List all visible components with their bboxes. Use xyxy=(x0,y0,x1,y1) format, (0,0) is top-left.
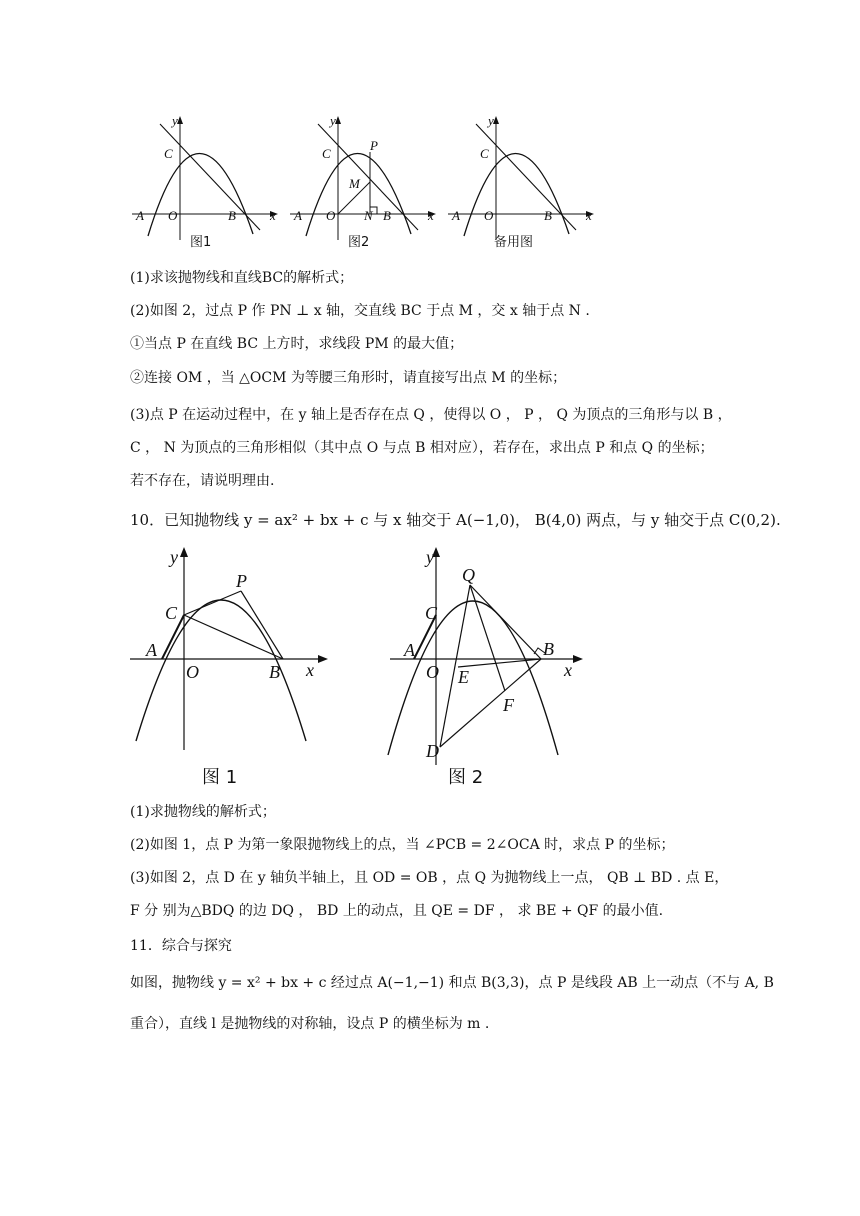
q9-part-3a: (3)点 P 在运动过程中，在 y 轴上是否存在点 Q ，使得以 O ， P ， Q 为顶点的三角形与以 B ， xyxy=(130,407,732,423)
q10-part-3b: F 分 别为△BDQ 的边 DQ ， BD 上的动点，且 QE = DF ， 求 BE + QF 的最小值. xyxy=(130,903,664,919)
label-x: x xyxy=(270,208,276,223)
q9-part-2: (2)如图 2，过点 P 作 PN ⊥ x 轴，交直线 BC 于点 M ，交 x 轴于点 N . xyxy=(130,303,590,319)
label-a: A xyxy=(136,208,144,223)
figure-caption: 图2 xyxy=(348,235,370,250)
label-a: A xyxy=(404,640,415,660)
q10-stem: 10．已知抛物线 y = ax² + bx + c 与 x 轴交于 A(−1,0)， B(4,0) 两点，与 y 轴交于点 C(0,2). xyxy=(130,511,781,529)
label-b: B xyxy=(269,662,280,682)
q9-part-2b: ②连接 OM ，当 △OCM 为等腰三角形时，请直接写出点 M 的坐标； xyxy=(130,370,567,386)
q9-part-3b: C ， N 为顶点的三角形相似（其中点 O 与点 B 相对应），若存在，求出点 P 和点 Q 的坐标； xyxy=(130,440,714,456)
figure-2 xyxy=(286,112,436,252)
label-x: x xyxy=(306,660,314,680)
label-p: P xyxy=(370,138,378,153)
q10-figure-2-graph xyxy=(388,545,593,790)
label-c: C xyxy=(165,603,178,623)
label-c: C xyxy=(480,146,489,161)
figure-spare-graph xyxy=(444,112,594,252)
figure-1-graph xyxy=(128,112,278,252)
label-y: y xyxy=(170,547,178,567)
figure-caption: 备用图 xyxy=(494,235,534,250)
label-o: O xyxy=(186,662,199,682)
q9-part-3c: 若不存在，请说明理由. xyxy=(130,473,275,489)
q11-title: 11．综合与探究 xyxy=(130,938,232,954)
label-a: A xyxy=(452,208,460,223)
q10-part-3a: (3)如图 2，点 D 在 y 轴负半轴上，且 OD = OB ，点 Q 为抛物线上一点， QB ⊥ BD . 点 E， xyxy=(130,870,729,886)
q10-part-1: (1)求抛物线的解析式； xyxy=(130,804,276,820)
label-f: F xyxy=(503,695,514,715)
label-c: C xyxy=(425,603,438,623)
q11-paragraph-2: 重合），直线 l 是抛物线的对称轴，设点 P 的横坐标为 m . xyxy=(130,1016,490,1032)
label-x: x xyxy=(428,208,434,223)
label-c: C xyxy=(164,146,173,161)
figure-2-graph xyxy=(286,112,436,252)
label-y: y xyxy=(426,547,434,567)
label-d: D xyxy=(426,741,439,761)
label-y: y xyxy=(330,113,336,128)
label-o: O xyxy=(484,208,494,223)
q11-paragraph-1: 如图，抛物线 y = x² + bx + c 经过点 A(−1,−1) 和点 B(3,3)，点 P 是线段 AB 上一动点（不与 A, B xyxy=(130,975,774,991)
figure-caption: 图 1 xyxy=(202,767,238,788)
figure-caption: 图 2 xyxy=(448,767,484,788)
label-c: C xyxy=(322,146,331,161)
label-a: A xyxy=(294,208,302,223)
label-n: N xyxy=(364,208,373,223)
q10-figure-1-graph xyxy=(128,545,328,790)
q9-part-1: (1)求该抛物线和直线BC的解析式； xyxy=(130,270,354,286)
label-b: B xyxy=(228,208,236,223)
label-y: y xyxy=(488,113,494,128)
q9-part-2a: ①当点 P 在直线 BC 上方时，求线段 PM 的最大值； xyxy=(130,336,464,352)
label-a: A xyxy=(146,640,157,660)
figure-spare xyxy=(444,112,594,252)
label-e: E xyxy=(458,667,469,687)
q10-figure-2 xyxy=(388,545,593,790)
q10-part-2: (2)如图 1，点 P 为第一象限抛物线上的点，当 ∠PCB = 2∠OCA 时，求点 P 的坐标； xyxy=(130,837,675,853)
label-m: M xyxy=(349,176,360,191)
figure-1 xyxy=(128,112,278,252)
label-x: x xyxy=(586,208,592,223)
label-x: x xyxy=(564,660,572,680)
label-o: O xyxy=(426,662,439,682)
label-b: B xyxy=(544,208,552,223)
label-y: y xyxy=(172,113,178,128)
label-p: P xyxy=(236,571,247,591)
label-q: Q xyxy=(462,565,475,585)
label-b: B xyxy=(383,208,391,223)
label-o: O xyxy=(168,208,178,223)
label-o: O xyxy=(326,208,336,223)
q10-figure-1 xyxy=(128,545,328,790)
figure-caption: 图1 xyxy=(190,235,212,250)
label-b: B xyxy=(543,639,554,659)
